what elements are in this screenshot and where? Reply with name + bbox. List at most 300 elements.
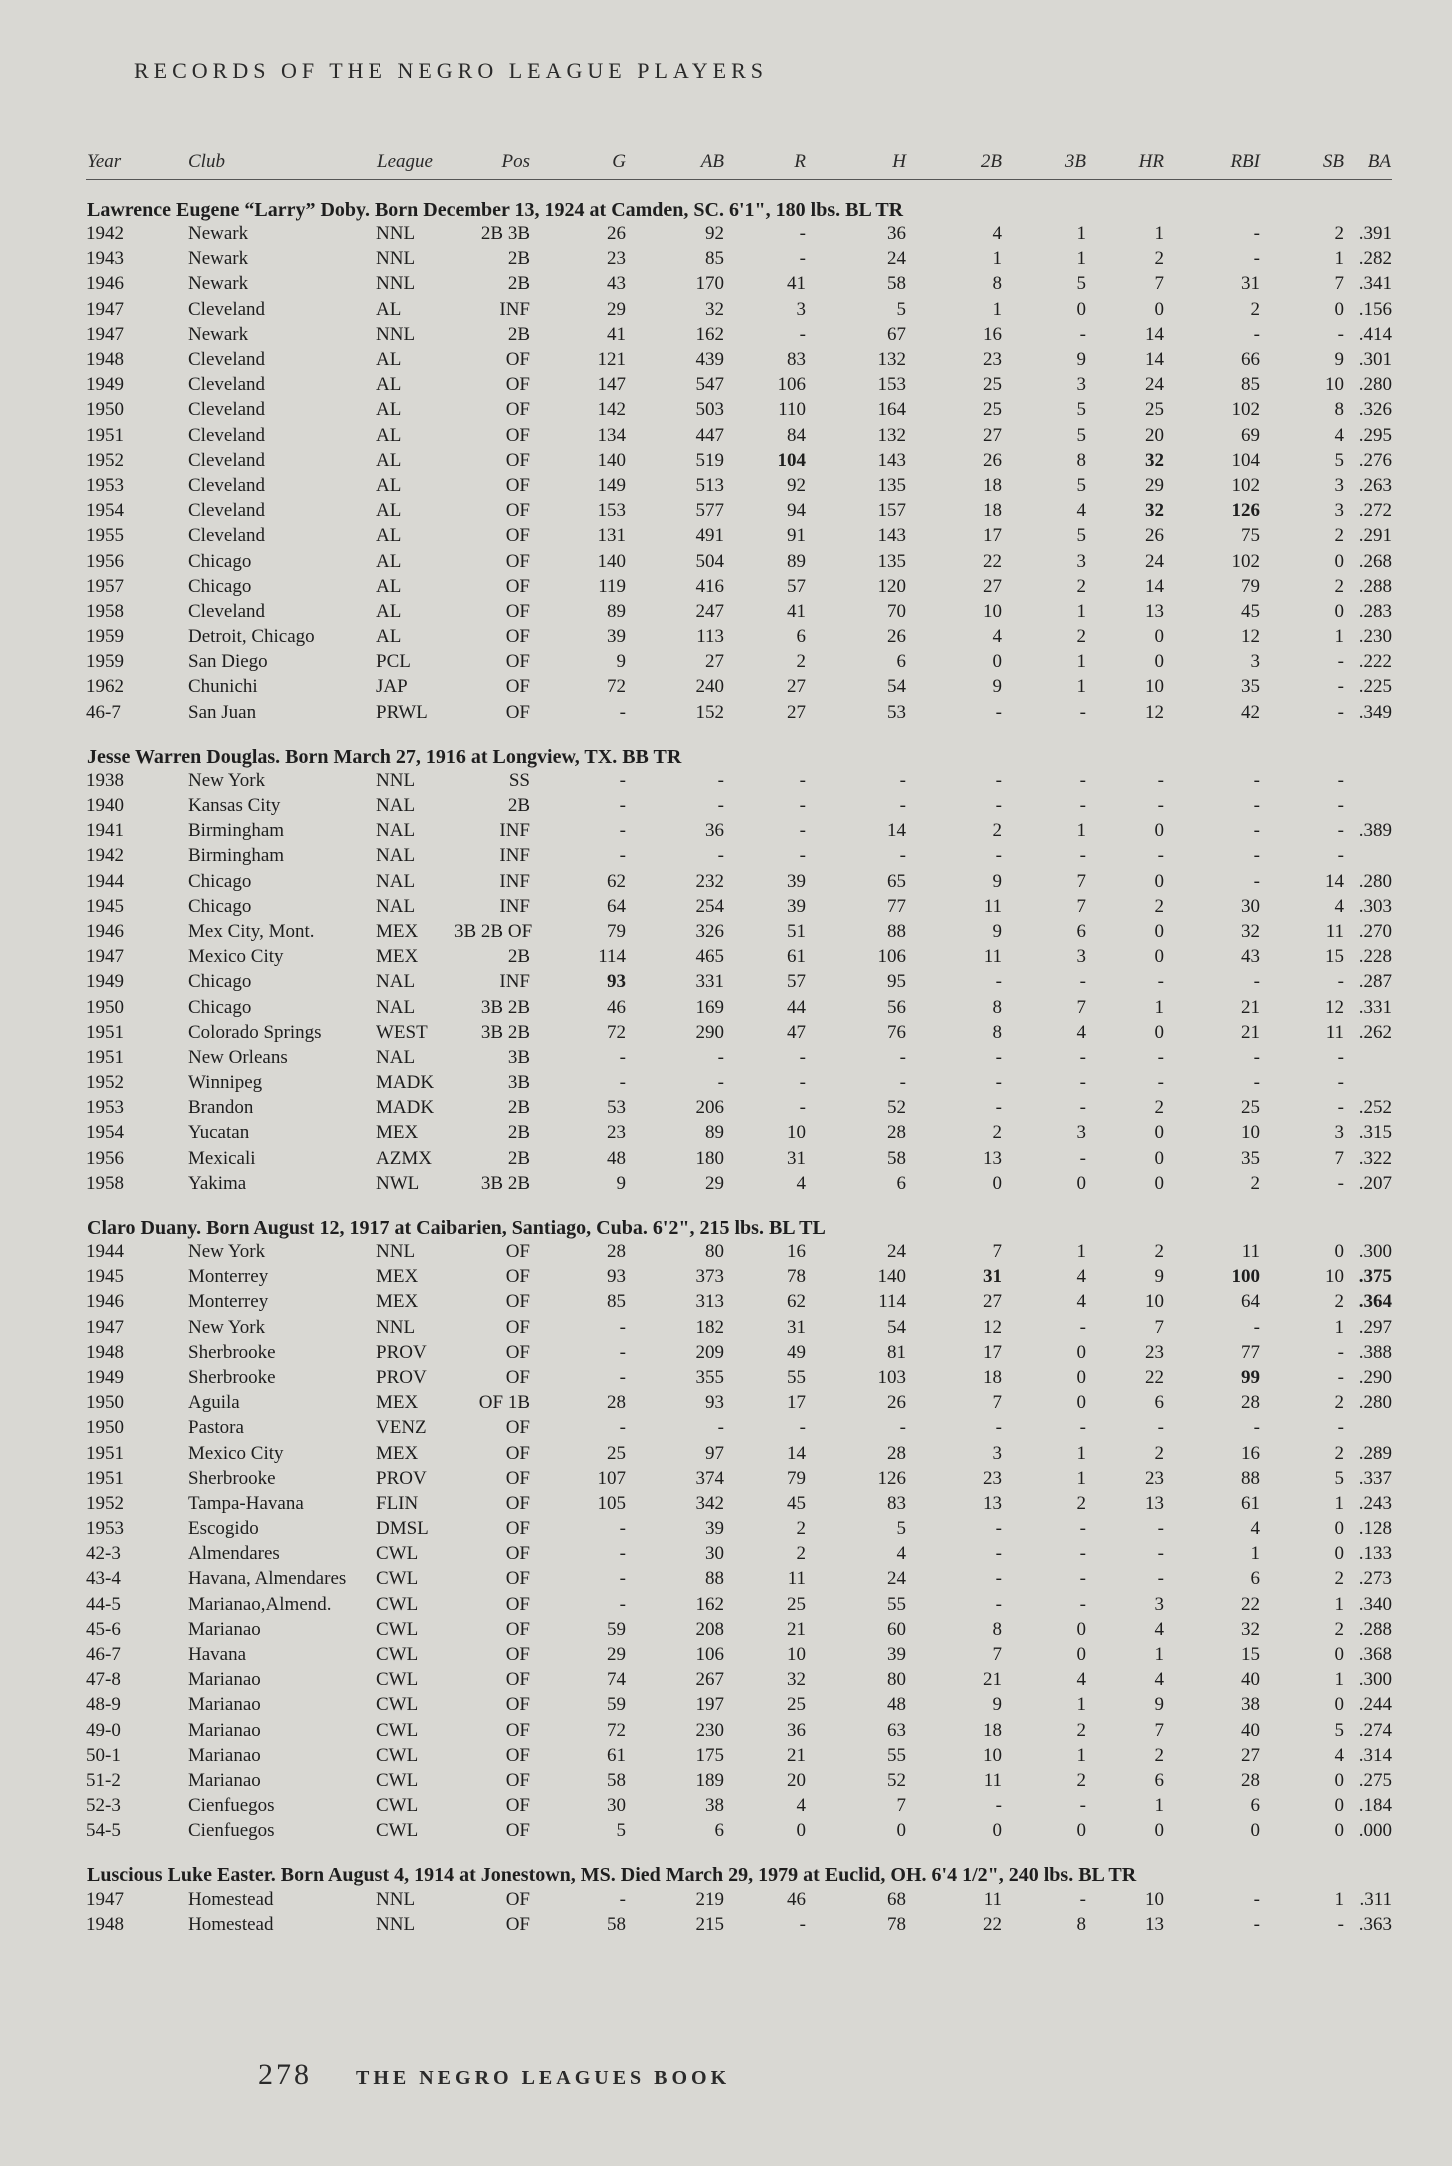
cell-g: 39 <box>607 626 626 648</box>
cell-sb: - <box>1337 1341 1344 1363</box>
cell-r: 79 <box>787 1467 806 1489</box>
cell-league: AL <box>376 449 402 471</box>
cell-3b: 6 <box>1076 920 1086 942</box>
cell-rbi: - <box>1253 248 1260 270</box>
cell-hr: 0 <box>1154 820 1164 842</box>
cell-r: - <box>799 1046 806 1068</box>
cell-h: 28 <box>887 1442 906 1464</box>
cell-2b: 17 <box>983 1341 1002 1363</box>
cell-pos: OF 1B <box>478 1392 530 1414</box>
cell-sb: - <box>1337 971 1344 993</box>
cell-sb: 0 <box>1334 298 1344 320</box>
cell-g: - <box>619 1316 626 1338</box>
cell-3b: 1 <box>1076 248 1086 270</box>
cell-league: CWL <box>376 1694 419 1716</box>
cell-club: Cienfuegos <box>188 1795 275 1817</box>
cell-r: 20 <box>787 1769 806 1791</box>
table-row <box>86 1289 1392 1314</box>
cell-3b: 5 <box>1076 525 1086 547</box>
cell-rbi: - <box>1253 870 1260 892</box>
cell-club: San Diego <box>188 651 268 673</box>
cell-hr: 1 <box>1154 996 1164 1018</box>
cell-pos: OF <box>505 575 530 597</box>
cell-club: San Juan <box>188 701 257 723</box>
table-row <box>86 944 1392 969</box>
cell-rbi: 43 <box>1241 946 1260 968</box>
cell-ab: 182 <box>695 1316 724 1338</box>
cell-pos: INF <box>499 845 530 867</box>
cell-pos: 3B 2B <box>480 996 530 1018</box>
cell-r: 55 <box>787 1366 806 1388</box>
cell-rbi: - <box>1253 820 1260 842</box>
cell-league: MEX <box>376 1392 419 1414</box>
cell-r: 61 <box>787 946 806 968</box>
cell-r: - <box>799 323 806 345</box>
cell-hr: 9 <box>1154 1694 1164 1716</box>
cell-3b: - <box>1079 1795 1086 1817</box>
cell-year: 1947 <box>86 946 124 968</box>
cell-rbi: 40 <box>1241 1669 1260 1691</box>
cell-ba: .291 <box>1358 525 1392 547</box>
cell-g: - <box>619 1518 626 1540</box>
cell-year: 1947 <box>86 298 124 320</box>
cell-h: 4 <box>896 1543 906 1565</box>
cell-league: NNL <box>376 223 416 245</box>
cell-league: FLIN <box>376 1492 419 1514</box>
cell-ab: - <box>717 1046 724 1068</box>
cell-2b: 26 <box>983 449 1002 471</box>
cell-rbi: - <box>1253 1417 1260 1439</box>
cell-h: 39 <box>887 1644 906 1666</box>
cell-year: 1955 <box>86 525 124 547</box>
cell-league: NAL <box>376 820 416 842</box>
cell-sb: - <box>1337 701 1344 723</box>
cell-ba: .414 <box>1358 323 1392 345</box>
table-row <box>86 1315 1392 1340</box>
cell-hr: 0 <box>1154 298 1164 320</box>
cell-club: Mex City, Mont. <box>188 920 315 942</box>
player-heading: Claro Duany. Born August 12, 1917 at Caibarien, Santiago, Cuba. 6'2", 215 lbs. BL TL <box>87 1216 826 1239</box>
cell-sb: 3 <box>1334 1122 1344 1144</box>
cell-hr: - <box>1157 1543 1164 1565</box>
cell-sb: 3 <box>1334 500 1344 522</box>
cell-league: MEX <box>376 1122 419 1144</box>
cell-club: Birmingham <box>188 845 285 867</box>
cell-sb: 1 <box>1334 1492 1344 1514</box>
cell-g: 59 <box>607 1694 626 1716</box>
cell-h: 68 <box>887 1888 906 1910</box>
cell-r: - <box>799 769 806 791</box>
cell-3b: 7 <box>1076 996 1086 1018</box>
cell-pos: 2B 3B <box>480 223 530 245</box>
cell-3b: 0 <box>1076 1366 1086 1388</box>
cell-3b: 0 <box>1076 1644 1086 1666</box>
table-row <box>86 843 1392 868</box>
cell-hr: 13 <box>1145 1492 1164 1514</box>
cell-pos: OF <box>505 1669 530 1691</box>
cell-club: Chicago <box>188 971 252 993</box>
cell-3b: 1 <box>1076 651 1086 673</box>
cell-pos: OF <box>505 1744 530 1766</box>
cell-3b: 3 <box>1076 374 1086 396</box>
cell-pos: OF <box>505 525 530 547</box>
cell-pos: OF <box>505 1316 530 1338</box>
cell-club: Cleveland <box>188 500 266 522</box>
table-row <box>86 498 1392 523</box>
cell-pos: OF <box>505 1888 530 1910</box>
cell-hr: 24 <box>1145 374 1164 396</box>
cell-g: 119 <box>598 575 626 597</box>
cell-2b: - <box>995 769 1002 791</box>
cell-r: 27 <box>787 701 806 723</box>
table-row <box>86 1020 1392 1045</box>
cell-g: - <box>619 1072 626 1094</box>
cell-ba: .000 <box>1358 1820 1392 1842</box>
col-header-club: Club <box>166 130 376 180</box>
cell-ba: .388 <box>1358 1341 1392 1363</box>
cell-ab: 313 <box>695 1291 724 1313</box>
cell-hr: 10 <box>1145 1291 1164 1313</box>
cell-h: 54 <box>887 676 906 698</box>
cell-rbi: - <box>1253 971 1260 993</box>
cell-ba <box>1348 1415 1392 1440</box>
cell-r: 21 <box>787 1744 806 1766</box>
cell-3b: 8 <box>1076 449 1086 471</box>
cell-rbi: 3 <box>1250 651 1260 673</box>
cell-league: NNL <box>376 273 416 295</box>
cell-club: Marianao <box>188 1744 261 1766</box>
cell-pos: OF <box>505 1769 530 1791</box>
cell-club: Yakima <box>188 1172 247 1194</box>
cell-r: 47 <box>787 1021 806 1043</box>
cell-h: 0 <box>896 1820 906 1842</box>
cell-year: 1938 <box>86 769 124 791</box>
cell-ab: 465 <box>695 946 724 968</box>
cell-hr: 2 <box>1154 1744 1164 1766</box>
cell-3b: 4 <box>1076 500 1086 522</box>
cell-g: 48 <box>607 1147 626 1169</box>
cell-pos: 3B <box>507 1072 530 1094</box>
cell-ba: .128 <box>1358 1518 1392 1540</box>
cell-club: Detroit, Chicago <box>188 626 315 648</box>
cell-2b: 4 <box>992 626 1002 648</box>
cell-pos: OF <box>505 1442 530 1464</box>
cell-sb: 0 <box>1334 1241 1344 1263</box>
cell-ba: .283 <box>1358 600 1392 622</box>
cell-pos: 3B 2B <box>480 1021 530 1043</box>
cell-g: 9 <box>616 1172 626 1194</box>
cell-year: 1962 <box>86 676 124 698</box>
cell-3b: 1 <box>1076 1694 1086 1716</box>
cell-club: Marianao <box>188 1694 261 1716</box>
cell-r: 6 <box>796 626 806 648</box>
cell-league: NAL <box>376 1046 416 1068</box>
cell-hr: 32 <box>1145 500 1164 522</box>
table-row <box>86 869 1392 894</box>
cell-r: - <box>799 223 806 245</box>
cell-2b: 8 <box>992 1618 1002 1640</box>
cell-sb: 3 <box>1334 474 1344 496</box>
cell-ba <box>1348 1070 1392 1095</box>
cell-club: Havana, Almendares <box>188 1568 347 1590</box>
cell-hr: 0 <box>1154 870 1164 892</box>
cell-league: NAL <box>376 795 416 817</box>
cell-pos: OF <box>505 500 530 522</box>
cell-league: NNL <box>376 323 416 345</box>
table-row <box>86 1743 1392 1768</box>
table-row <box>86 1440 1392 1465</box>
cell-ab: 447 <box>695 424 724 446</box>
cell-ba: .340 <box>1358 1593 1392 1615</box>
cell-hr: 0 <box>1154 1172 1164 1194</box>
cell-3b: - <box>1079 1417 1086 1439</box>
cell-ba: .252 <box>1358 1097 1392 1119</box>
cell-g: 30 <box>607 1795 626 1817</box>
cell-3b: 1 <box>1076 1241 1086 1263</box>
cell-sb: - <box>1337 1366 1344 1388</box>
cell-ab: 513 <box>695 474 724 496</box>
cell-pos: OF <box>505 474 530 496</box>
cell-year: 1959 <box>86 651 124 673</box>
cell-2b: - <box>995 971 1002 993</box>
cell-year: 1949 <box>86 971 124 993</box>
page-footer <box>258 2058 730 2092</box>
cell-g: 64 <box>607 895 626 917</box>
table-row <box>86 1466 1392 1491</box>
cell-club: New York <box>188 1316 266 1338</box>
cell-hr: 14 <box>1145 323 1164 345</box>
cell-hr: 23 <box>1145 1467 1164 1489</box>
cell-h: 70 <box>887 600 906 622</box>
cell-rbi: 42 <box>1241 701 1260 723</box>
cell-hr: 14 <box>1145 575 1164 597</box>
cell-rbi: 2 <box>1250 1172 1260 1194</box>
cell-year: 47-8 <box>86 1669 121 1691</box>
cell-league: MEX <box>376 1442 419 1464</box>
cell-ab: 169 <box>695 996 724 1018</box>
cell-3b: 8 <box>1076 1913 1086 1935</box>
cell-year: 48-9 <box>86 1694 121 1716</box>
cell-hr: - <box>1157 845 1164 867</box>
cell-league: PCL <box>376 651 411 673</box>
cell-r: 36 <box>787 1719 806 1741</box>
cell-r: - <box>799 1097 806 1119</box>
table-row <box>86 372 1392 397</box>
cell-r: 78 <box>787 1266 806 1288</box>
cell-2b: 17 <box>983 525 1002 547</box>
cell-rbi: 64 <box>1241 1291 1260 1313</box>
cell-ba: .303 <box>1358 895 1392 917</box>
cell-pos: OF <box>505 1241 530 1263</box>
cell-ba: .337 <box>1358 1467 1392 1489</box>
cell-pos: 2B <box>507 323 530 345</box>
cell-3b: 0 <box>1076 1392 1086 1414</box>
cell-year: 1951 <box>86 1021 124 1043</box>
cell-ba: .268 <box>1358 550 1392 572</box>
cell-h: 14 <box>887 820 906 842</box>
cell-year: 50-1 <box>86 1744 121 1766</box>
cell-sb: 4 <box>1334 895 1344 917</box>
cell-league: AL <box>376 399 402 421</box>
cell-h: 65 <box>887 870 906 892</box>
cell-ba: .287 <box>1358 971 1392 993</box>
table-row <box>86 919 1392 944</box>
cell-league: CWL <box>376 1593 419 1615</box>
cell-2b: 1 <box>992 248 1002 270</box>
cell-league: CWL <box>376 1769 419 1791</box>
cell-hr: 0 <box>1154 1122 1164 1144</box>
cell-r: - <box>799 820 806 842</box>
cell-rbi: 1 <box>1250 1543 1260 1565</box>
cell-hr: - <box>1157 1072 1164 1094</box>
table-row <box>86 574 1392 599</box>
cell-h: - <box>899 769 906 791</box>
cell-h: 140 <box>877 1266 906 1288</box>
cell-r: - <box>799 1072 806 1094</box>
cell-hr: 2 <box>1154 1442 1164 1464</box>
cell-pos: OF <box>505 1618 530 1640</box>
table-row <box>86 894 1392 919</box>
cell-3b: 7 <box>1076 870 1086 892</box>
cell-3b: 4 <box>1076 1669 1086 1691</box>
cell-club: Cleveland <box>188 600 266 622</box>
cell-pos: OF <box>505 1795 530 1817</box>
cell-ab: 267 <box>695 1669 724 1691</box>
cell-ab: 88 <box>705 1568 724 1590</box>
cell-ba <box>1348 768 1392 793</box>
table-row <box>86 1566 1392 1591</box>
cell-hr: 4 <box>1154 1669 1164 1691</box>
cell-league: WEST <box>376 1021 428 1043</box>
cell-g: 140 <box>597 550 626 572</box>
cell-g: 25 <box>607 1442 626 1464</box>
table-row <box>86 1667 1392 1692</box>
cell-g: 53 <box>607 1097 626 1119</box>
cell-sb: 7 <box>1334 273 1344 295</box>
cell-2b: 9 <box>992 1694 1002 1716</box>
cell-rbi: 102 <box>1231 399 1260 421</box>
cell-sb: 11 <box>1325 1021 1344 1043</box>
cell-hr: 9 <box>1154 1266 1164 1288</box>
table-row <box>86 599 1392 624</box>
cell-sb: 14 <box>1325 870 1344 892</box>
cell-g: 23 <box>607 248 626 270</box>
cell-pos: OF <box>505 399 530 421</box>
cell-3b: 1 <box>1076 676 1086 698</box>
cell-sb: - <box>1337 820 1344 842</box>
cell-league: VENZ <box>376 1417 427 1439</box>
cell-r: 10 <box>787 1644 806 1666</box>
cell-rbi: 66 <box>1241 349 1260 371</box>
cell-rbi: 100 <box>1231 1266 1260 1288</box>
cell-rbi: 6 <box>1250 1568 1260 1590</box>
cell-g: - <box>619 845 626 867</box>
cell-league: AL <box>376 474 402 496</box>
cell-pos: OF <box>505 1694 530 1716</box>
cell-hr: 0 <box>1154 651 1164 673</box>
cell-g: 46 <box>607 996 626 1018</box>
table-row <box>86 1491 1392 1516</box>
cell-2b: 8 <box>992 273 1002 295</box>
cell-h: 106 <box>877 946 906 968</box>
cell-ba: .276 <box>1358 449 1392 471</box>
cell-club: Cleveland <box>188 449 266 471</box>
cell-h: - <box>899 1046 906 1068</box>
cell-h: 6 <box>896 1172 906 1194</box>
cell-ab: 416 <box>695 575 724 597</box>
cell-g: 59 <box>607 1618 626 1640</box>
cell-2b: 7 <box>992 1241 1002 1263</box>
cell-g: - <box>619 1366 626 1388</box>
cell-pos: 2B <box>507 273 530 295</box>
cell-rbi: - <box>1253 795 1260 817</box>
cell-r: 84 <box>787 424 806 446</box>
cell-rbi: 12 <box>1241 626 1260 648</box>
cell-2b: 10 <box>983 600 1002 622</box>
cell-3b: 2 <box>1076 626 1086 648</box>
cell-r: 62 <box>787 1291 806 1313</box>
cell-club: Mexicali <box>188 1147 256 1169</box>
cell-club: Cienfuegos <box>188 1820 275 1842</box>
cell-2b: 18 <box>983 474 1002 496</box>
cell-3b: - <box>1079 971 1086 993</box>
cell-rbi: 25 <box>1241 1097 1260 1119</box>
cell-league: NAL <box>376 870 416 892</box>
cell-ab: 29 <box>705 1172 724 1194</box>
cell-league: CWL <box>376 1669 419 1691</box>
cell-pos: SS <box>508 769 530 791</box>
cell-ba: .364 <box>1358 1291 1392 1313</box>
cell-hr: 12 <box>1145 701 1164 723</box>
cell-league: PRWL <box>376 701 428 723</box>
cell-league: CWL <box>376 1644 419 1666</box>
cell-r: 25 <box>787 1694 806 1716</box>
cell-3b: - <box>1079 1046 1086 1068</box>
cell-2b: 7 <box>992 1644 1002 1666</box>
cell-rbi: - <box>1253 1888 1260 1910</box>
cell-year: 1959 <box>86 626 124 648</box>
cell-2b: 3 <box>992 1442 1002 1464</box>
cell-sb: 12 <box>1325 996 1344 1018</box>
cell-3b: - <box>1079 845 1086 867</box>
cell-club: Cleveland <box>188 298 266 320</box>
cell-sb: - <box>1337 323 1344 345</box>
cell-club: Aguila <box>188 1392 240 1414</box>
cell-hr: 0 <box>1154 1021 1164 1043</box>
cell-2b: 9 <box>992 870 1002 892</box>
cell-sb: 0 <box>1334 1694 1344 1716</box>
table-row <box>86 818 1392 843</box>
cell-h: 157 <box>877 500 906 522</box>
cell-league: NAL <box>376 971 416 993</box>
cell-h: 78 <box>887 1913 906 1935</box>
cell-rbi: - <box>1253 1913 1260 1935</box>
cell-club: Marianao,Almend. <box>188 1593 332 1615</box>
cell-sb: 7 <box>1334 1147 1344 1169</box>
cell-2b: 23 <box>983 1467 1002 1489</box>
table-row <box>86 1070 1392 1095</box>
cell-rbi: 10 <box>1241 1122 1260 1144</box>
cell-2b: 4 <box>992 223 1002 245</box>
table-row <box>86 423 1392 448</box>
cell-hr: 0 <box>1154 920 1164 942</box>
cell-club: New York <box>188 1241 266 1263</box>
cell-pos: 2B <box>507 248 530 270</box>
cell-hr: - <box>1157 1417 1164 1439</box>
cell-club: Brandon <box>188 1097 254 1119</box>
cell-h: 95 <box>887 971 906 993</box>
cell-league: CWL <box>376 1795 419 1817</box>
